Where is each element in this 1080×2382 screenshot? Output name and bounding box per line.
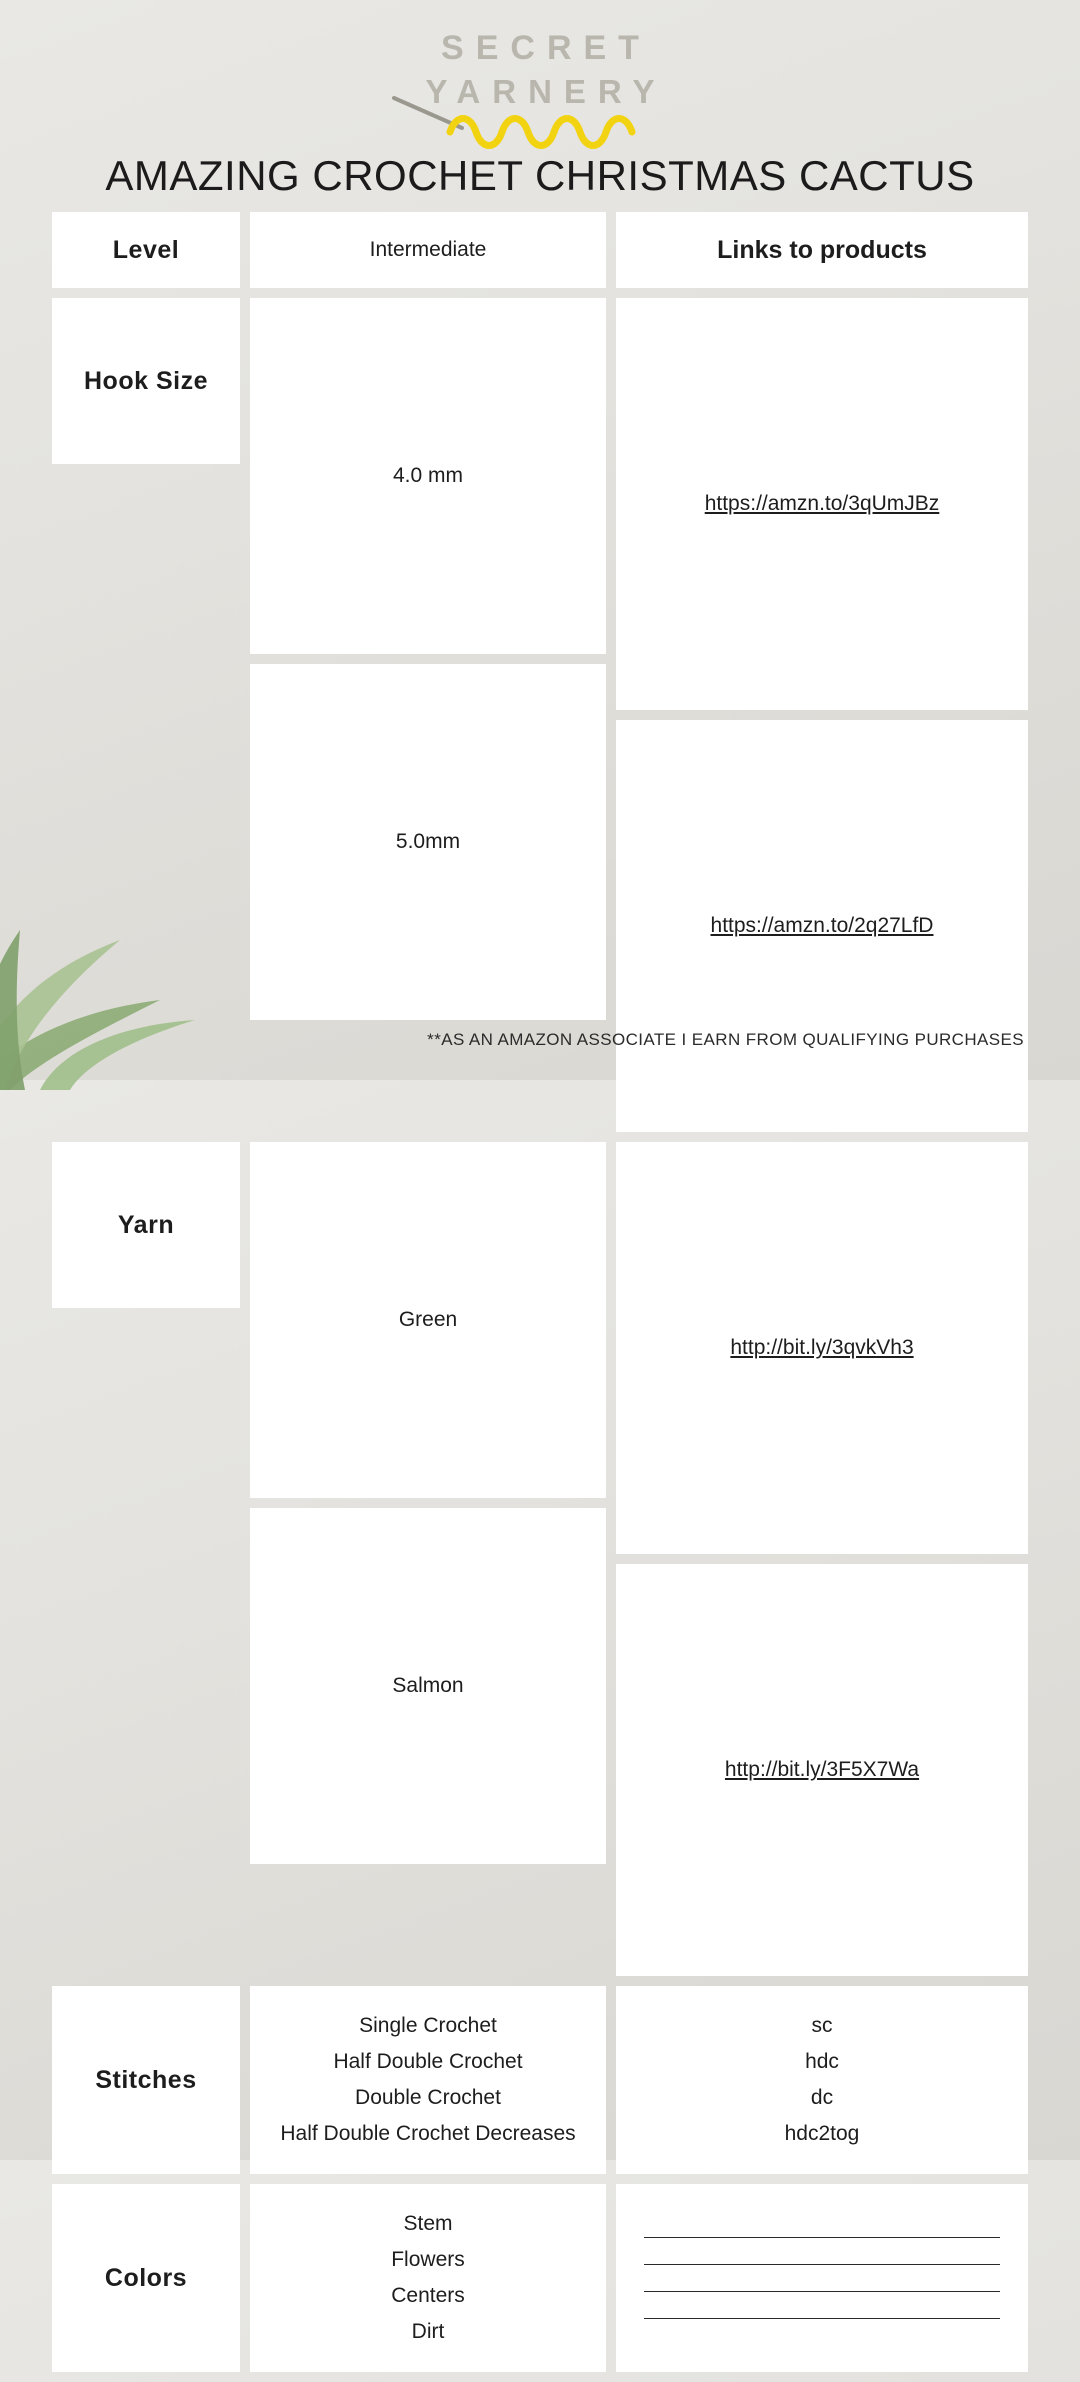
hook-size-link-1[interactable] bbox=[616, 298, 1028, 710]
row-label-colors: Colors bbox=[52, 2184, 240, 2372]
table-row bbox=[52, 1986, 1028, 2174]
colors-items bbox=[250, 2184, 606, 2372]
color-item: Flowers bbox=[391, 2248, 465, 2271]
product-link[interactable]: https://amzn.to/2q27LfD bbox=[710, 914, 934, 937]
blank-write-in-line[interactable] bbox=[644, 2318, 1000, 2319]
blank-write-in-line[interactable] bbox=[644, 2237, 1000, 2238]
brand-line-2: YARNERY bbox=[425, 73, 667, 110]
row-label-hook-size: Hook Size bbox=[52, 298, 240, 464]
stitch-abbrev: hdc2tog bbox=[784, 2122, 860, 2145]
row-label-yarn: Yarn bbox=[52, 1142, 240, 1308]
table-row bbox=[52, 298, 1028, 1132]
brand-line-1: SECRET bbox=[441, 29, 651, 67]
yarn-link-2[interactable] bbox=[616, 1564, 1028, 1976]
stitch-name: Double Crochet bbox=[355, 2086, 501, 2109]
stitch-abbrev: hdc bbox=[805, 2050, 839, 2073]
pattern-info-table bbox=[52, 212, 1028, 2382]
page-title: AMAZING CROCHET CHRISTMAS CACTUS bbox=[105, 152, 975, 199]
yarn-link-1[interactable] bbox=[616, 1142, 1028, 1554]
hook-size-value-1: 4.0 mm bbox=[250, 298, 606, 654]
stitch-abbrev: dc bbox=[810, 2086, 834, 2109]
color-item: Dirt bbox=[411, 2320, 445, 2343]
color-item: Stem bbox=[403, 2212, 453, 2235]
affiliate-disclosure: **AS AN AMAZON ASSOCIATE I EARN FROM QUALIFYING PURCHASES bbox=[427, 1030, 1024, 1049]
level-value: Intermediate bbox=[250, 212, 606, 288]
table-row bbox=[52, 212, 1028, 288]
product-link[interactable]: https://amzn.to/3qUmJBz bbox=[704, 492, 940, 515]
table-row bbox=[52, 2184, 1028, 2372]
hook-size-link-2[interactable] bbox=[616, 720, 1028, 1132]
yarn-value-1: Green bbox=[250, 1142, 606, 1498]
stitches-abbreviations bbox=[616, 1986, 1028, 2174]
stitch-abbrev: sc bbox=[811, 2014, 833, 2037]
stitch-name: Half Double Crochet bbox=[333, 2050, 523, 2073]
stitch-name: Single Crochet bbox=[359, 2014, 497, 2037]
table-row bbox=[52, 1142, 1028, 1976]
colors-blank-lines[interactable] bbox=[616, 2184, 1028, 2372]
blank-write-in-line[interactable] bbox=[644, 2264, 1000, 2265]
row-label-level: Level bbox=[52, 212, 240, 288]
stitches-names bbox=[250, 1986, 606, 2174]
product-link[interactable]: http://bit.ly/3F5X7Wa bbox=[724, 1758, 920, 1781]
color-item: Centers bbox=[391, 2284, 465, 2307]
blank-write-in-line[interactable] bbox=[644, 2291, 1000, 2292]
yarn-squiggle-icon bbox=[390, 86, 690, 146]
product-link[interactable]: http://bit.ly/3qvkVh3 bbox=[730, 1336, 914, 1359]
hook-size-value-2: 5.0mm bbox=[250, 664, 606, 1020]
row-label-stitches: Stitches bbox=[52, 1986, 240, 2174]
links-column-header: Links to products bbox=[616, 212, 1028, 288]
stitch-name: Half Double Crochet Decreases bbox=[280, 2122, 576, 2145]
yarn-value-2: Salmon bbox=[250, 1508, 606, 1864]
